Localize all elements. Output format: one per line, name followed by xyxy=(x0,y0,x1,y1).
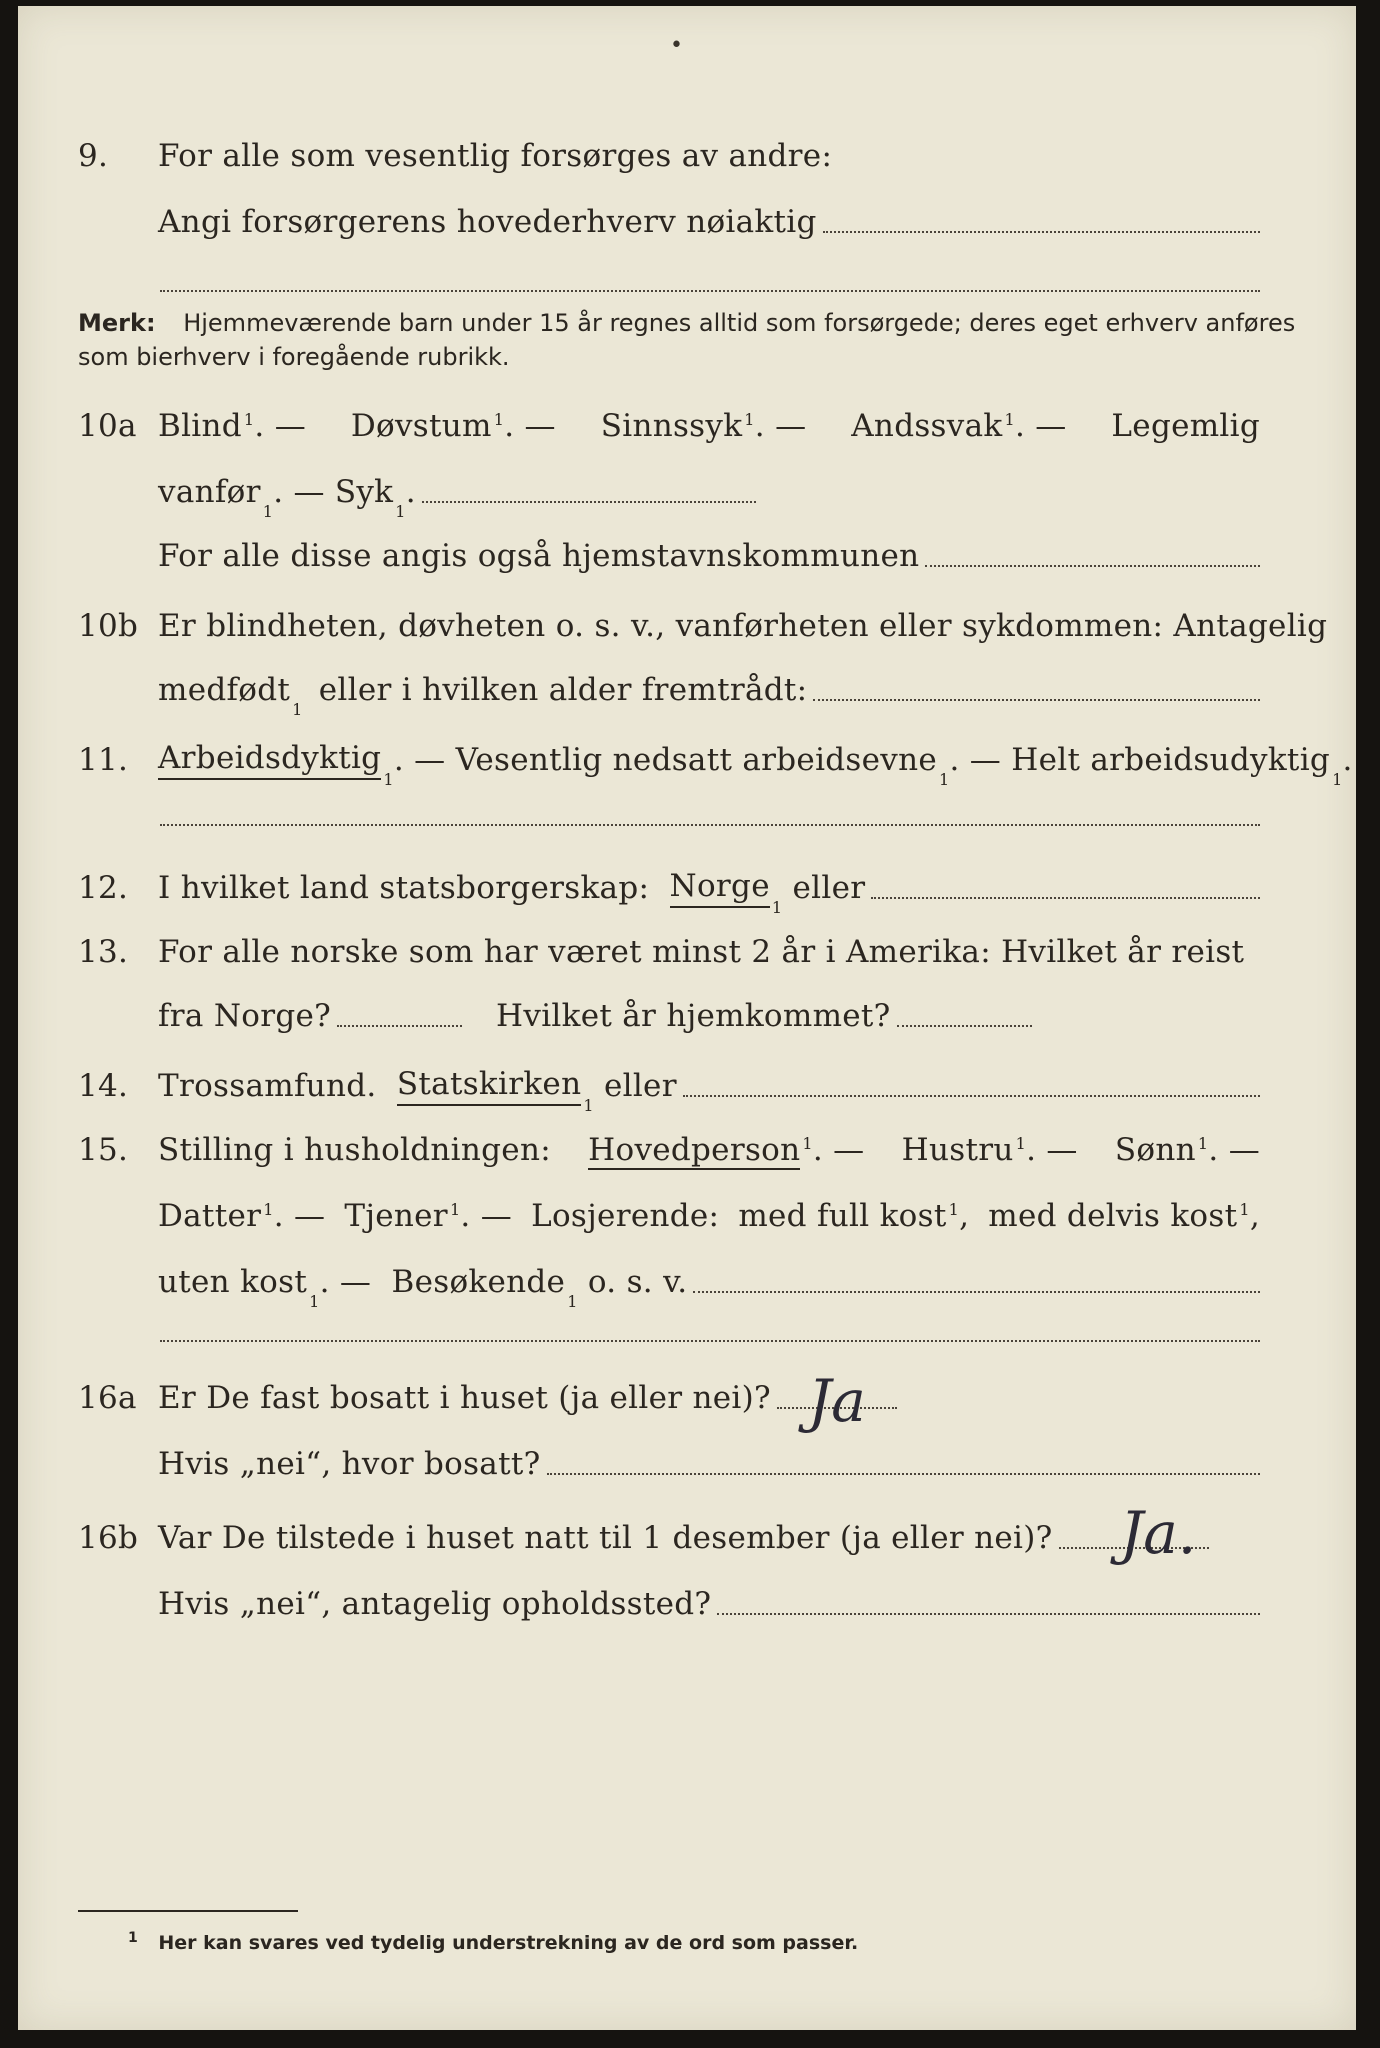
q13-line2: fra Norge? Hvilket år hjemkommet? xyxy=(18,996,1356,1036)
q13-line1: 13. For alle norske som har været minst 2 år i Amerika: Hvilket år reist xyxy=(78,934,1245,970)
q16a-line2: Hvis „nei“, hvor bosatt? xyxy=(18,1444,1260,1484)
q10a-line2: vanfør 1 . — Syk 1 . xyxy=(18,472,756,512)
q10b-line1: 10b Er blindheten, døvheten o. s. v., vanførheten eller sykdommen: Antagelig xyxy=(78,608,1328,644)
note-merk: Merk: Hjemmeværende barn under 15 år regnes alltid som forsørgede; deres eget erhverv anføres som bierhverv i foregående rubrikk. xyxy=(78,309,1296,371)
footnote-rule xyxy=(78,1910,298,1912)
q12-land-field[interactable] xyxy=(871,897,1260,899)
q9-extra-line[interactable] xyxy=(160,290,1260,292)
q13-hjemkommet-field[interactable] xyxy=(897,1025,1032,1027)
q16b-opholdssted-field[interactable] xyxy=(717,1613,1260,1615)
q9-line2: Angi forsørgerens hovederhverv nøiaktig xyxy=(18,202,1260,242)
q16a-bosatt-field[interactable] xyxy=(547,1473,1260,1475)
norge-underlined: Norge xyxy=(670,866,770,908)
q15-line2: Datter $^1$. — Tjener $^1$. — Losjerende: med full kost $^1$, med delvis kost $^1$, xyxy=(158,1198,1260,1234)
q11-extra-line[interactable] xyxy=(160,824,1260,826)
handwritten-answer-16b: Ja. xyxy=(1120,1499,1197,1567)
ink-dot: • xyxy=(670,33,683,58)
q10a-hjemstavn-field[interactable] xyxy=(925,565,1260,567)
q10b-line2: medfødt 1 eller i hvilken alder fremtrådt: xyxy=(18,670,1260,710)
handwritten-answer-16a: Ja xyxy=(808,1367,866,1435)
q10a-line3: For alle disse angis også hjemstavnskommunen xyxy=(18,536,1260,576)
q16b-line1: 16b Var De tilstede i huset natt til 1 desember (ja eller nei)? xyxy=(18,1518,1356,1558)
hovedperson-underlined: Hovedperson xyxy=(588,1132,801,1168)
q14-trossamfund-field[interactable] xyxy=(683,1095,1260,1097)
q13-reist-field[interactable] xyxy=(337,1025,462,1027)
q9-line1: 9. For alle som vesentlig forsørges av andre: xyxy=(78,138,833,174)
statskirken-underlined: Statskirken xyxy=(397,1064,581,1106)
q15-line3: uten kost 1 . — Besøkende 1 o. s. v. xyxy=(18,1262,1260,1302)
q16a-line1: 16a Er De fast bosatt i huset (ja eller nei)? xyxy=(18,1378,1356,1418)
q10b-alder-field[interactable] xyxy=(813,699,1260,701)
footnote: $^1$ Her kan svares ved tydelig understrekning av de ord som passer. xyxy=(128,1929,859,1954)
q10a-line1: 10a Blind $^1$. — Døvstum $^1$. — Sinnssyk $^1$. — Andssvak $^1$. — Legemlig xyxy=(78,408,1260,444)
q16b-line2: Hvis „nei“, antagelig opholdssted? xyxy=(18,1584,1260,1624)
arbeidsdyktig-underlined: Arbeidsdyktig xyxy=(158,738,381,780)
q15-extra-line[interactable] xyxy=(160,1340,1260,1342)
q15-stilling-field[interactable] xyxy=(693,1291,1260,1293)
census-form-page xyxy=(18,6,1356,2030)
q12-line: 12. I hvilket land statsborgerskap: Norge 1 eller xyxy=(18,866,1260,908)
q14-line: 14. Trossamfund. Statskirken 1 eller xyxy=(18,1064,1260,1106)
q11-line: 11. Arbeidsdyktig 1 . — Vesentlig nedsatt arbeidsevne 1 . — Helt arbeidsudyktig 1 . xyxy=(78,740,1353,789)
q10a-syk-field[interactable] xyxy=(422,501,756,503)
q15-line1: 15. Stilling i husholdningen: Hovedperson $^1$. — Hustru $^1$. — Sønn $^1$. — xyxy=(78,1132,1260,1168)
q9-answer-field[interactable] xyxy=(823,231,1260,233)
